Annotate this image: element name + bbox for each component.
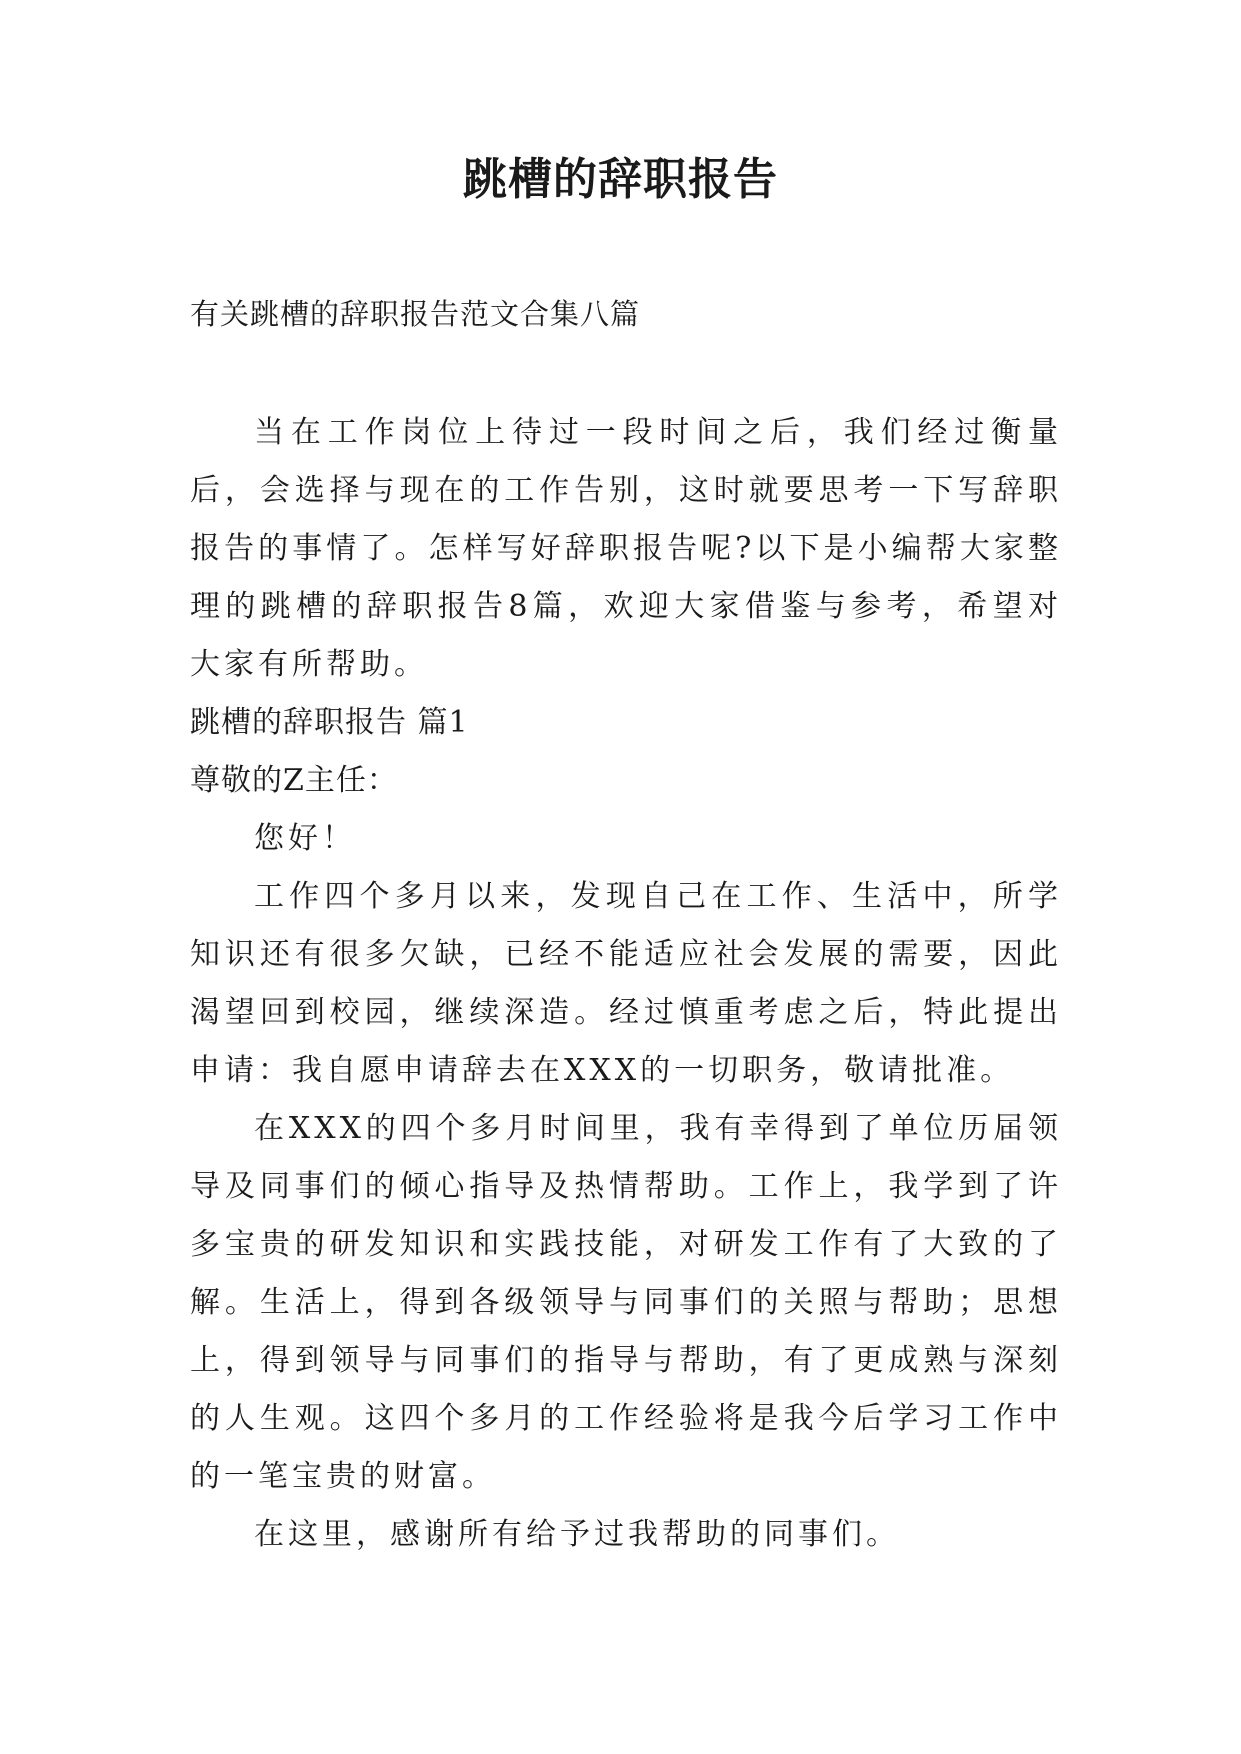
intro-paragraph: 当在工作岗位上待过一段时间之后，我们经过衡量后，会选择与现在的工作告别，这时就要思考一下写辞职报告的事情了。怎样写好辞职报告呢?以下是小编帮大家整理的跳槽的辞职报告8篇，欢迎大家借鉴与参考，希望对大家有所帮助。 bbox=[190, 415, 1062, 682]
document-subtitle: 有关跳槽的辞职报告范文合集八篇 bbox=[190, 297, 641, 331]
body-paragraph: 在XXX的四个多月时间里，我有幸得到了单位历届领导及同事们的倾心指导及热情帮助。工作上，我学到了许多宝贵的研发知识和实践技能，对研发工作有了大致的了解。生活上，得到各级领导与同事们的关照与帮助；思想上，得到领导与同事们的指导与帮助，有了更成熟与深刻的人生观。这四个多月的工作经验将是我今后学习工作中的一笔宝贵的财富。 bbox=[190, 1111, 1062, 1494]
document-title: 跳槽的辞职报告 bbox=[463, 154, 778, 205]
section-heading: 跳槽的辞职报告 篇1 bbox=[190, 705, 469, 740]
salutation: 尊敬的Z主任： bbox=[190, 763, 398, 798]
greeting: 您好！ bbox=[254, 821, 356, 856]
body-paragraph: 工作四个多月以来，发现自己在工作、生活中，所学知识还有很多欠缺，已经不能适应社会发展的需要，因此渴望回到校园，继续深造。经过慎重考虑之后，特此提出申请：我自愿申请辞去在XXX的一切职务，敬请批准。 bbox=[190, 879, 1062, 1088]
document-body bbox=[190, 404, 1062, 1564]
body-paragraph: 在这里，感谢所有给予过我帮助的同事们。 bbox=[254, 1517, 900, 1552]
